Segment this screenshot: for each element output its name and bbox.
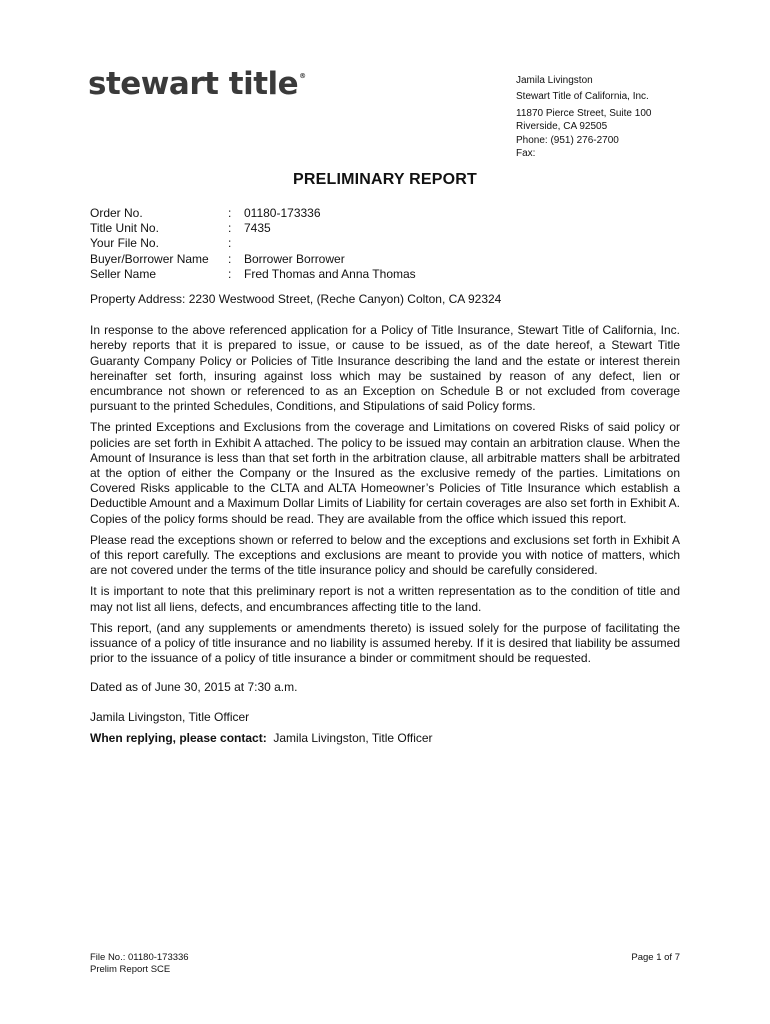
order-details [90,206,416,282]
paragraph: It is important to note that this preliminary report is not a written representation as to the condition of title and may not list all liens, defects, and encumbrances affecting title to the land. [90,584,680,614]
buyer-row [90,252,416,267]
order-label: Order No. [90,206,143,220]
title-unit-value: 7435 [244,221,271,236]
reply-contact [90,731,680,746]
phone: Phone: (951) 276-2700 [516,134,619,146]
dated-line: Dated as of June 30, 2015 at 7:30 a.m. [90,680,298,695]
company-name: Stewart Title of California, Inc. [516,91,649,103]
registered-mark: ® [299,72,306,80]
reply-label: When replying, please contact: [90,730,267,745]
paragraph: This report, (and any supplements or amendments thereto) is issued solely for the purpose of facilitating the issuance of a policy of title insurance and no liability is assumed hereby. If it is desired that liability be assumed prior to the issuance of a policy of title insurance a binder or commitment should be requested. [90,620,680,666]
stewart-title-logo [88,66,306,102]
separator: : [228,206,232,220]
page-number: Page 1 of 7 [631,952,680,963]
footer-form-name: Prelim Report SCE [90,964,171,975]
city-state-zip: Riverside, CA 92505 [516,121,608,133]
order-row [90,206,416,221]
contact-name: Jamila Livingston [516,75,593,86]
seller-value: Fred Thomas and Anna Thomas [244,266,416,281]
seller-row [90,267,416,282]
page-footer [90,952,680,976]
footer-file-no: File No.: 01180-173336 [90,952,189,963]
street-address: 11870 Pierce Street, Suite 100 [516,107,652,119]
fax: Fax: [516,148,536,160]
file-no-label: Your File No. [90,236,159,251]
contact-block [516,74,651,160]
property-address: Property Address: 2230 Westwood Street, (Reche Canyon) Colton, CA 92324 [90,292,502,306]
file-no-row [90,236,416,251]
separator: : [228,236,232,251]
separator: : [228,221,232,236]
paragraph: The printed Exceptions and Exclusions from the coverage and Limitations on covered Risks of said policy or policies are set forth in Exhibit A attached. The policy to be issued may contain an arbitration clause. When the Amount of Insurance is less than that set forth in the arbitration clause, all arbitrable matters shall be arbitrated at the option of either the Company or the Insured as the exclusive remedy of the parties. Limitations on Covered Risks applicable to the CLTA and ALTA Homeowner’s Policies of Title Insurance which establish a Deductible Amount and a Maximum Dollar Limits of Liability for certain coverages are also set forth in Exhibit A. Copies of the policy forms should be read. They are available from the office which issued this report. [90,420,680,526]
order-value: 01180-173336 [244,206,321,220]
page-title: PRELIMINARY REPORT [292,171,478,188]
title-officer: Jamila Livingston, Title Officer [90,709,250,724]
logo-text: stewart title [88,66,299,102]
report-body [90,292,680,752]
paragraph: Please read the exceptions shown or referred to below and the exceptions and exclusions set forth in Exhibit A of this report carefully. The exceptions and exclusions are meant to provide you with notice of matters, which are not covered under the terms of the title insurance policy and should be carefully considered. [90,532,680,578]
title-unit-label: Title Unit No. [90,221,159,236]
file-no-value [244,236,416,251]
seller-label: Seller Name [90,266,157,281]
separator: : [228,266,232,281]
buyer-label: Buyer/Borrower Name [90,251,209,266]
title-unit-row [90,221,416,236]
buyer-value: Borrower Borrower [244,251,345,266]
reply-value: Jamila Livingston, Title Officer [273,730,433,745]
separator: : [228,251,232,266]
paragraph: In response to the above referenced application for a Policy of Title Insurance, Stewart Title of California, Inc. hereby reports that it is prepared to issue, or cause to be issued, as of the date hereof, a Stewart Title Guaranty Company Policy or Policies of Title Insurance describing the land and the estate or interest therein hereinafter set forth, insuring against loss which may be sustained by reason of any defect, lien or encumbrance not shown or referenced to as an Exception on Schedule B or not excluded from coverage pursuant to the printed Schedules, Conditions, and Stipulations of said Policy forms. [90,323,680,414]
